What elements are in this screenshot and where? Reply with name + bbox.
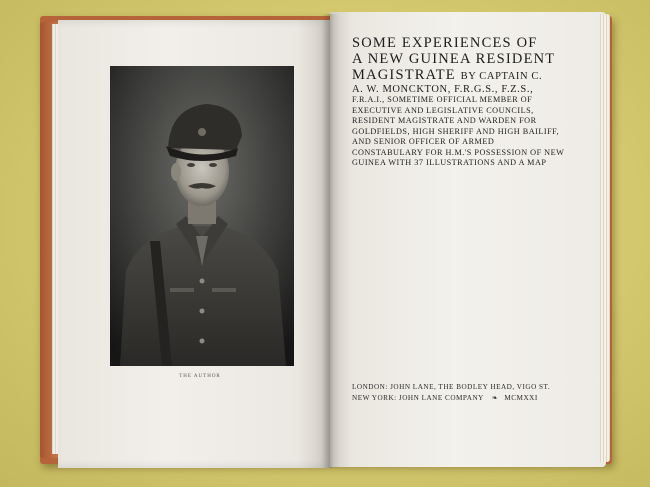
author-description: F.R.A.I., SOMETIME OFFICIAL MEMBER OF EXECUTIVE AND LEGISLATIVE COUNCILS, RESIDENT MAGISTRATE AND WARDEN FOR GOLDFIELDS, HIGH SHERIFF AND HIGH BAILIFF, AND SENIOR OFFICER OF ARMED CONSTABULARY FOR H.M.'S POSSESSION OF NEW GUINEA WITH 37 ILLUSTRATIONS AND A MAP [352,95,565,168]
by-author-intro: BY CAPTAIN C. [460,70,543,82]
portrait-caption: THE AUTHOR [179,374,221,379]
book-gutter-shadow [322,14,340,468]
portrait-image [110,66,294,366]
author-portrait-photo [110,66,294,366]
title-line-3: MAGISTRATE [352,66,456,83]
publisher-imprint [352,382,572,404]
imprint-newyork: NEW YORK: JOHN LANE COMPANY [352,393,484,402]
page-stack-right [600,14,610,462]
book-title [352,36,567,84]
imprint-year: MCMXXI [504,393,538,402]
author-name: A. W. MONCKTON, F.R.G.S., F.Z.S., [352,83,534,95]
printers-mark-icon: ❧ [491,393,499,402]
imprint-newyork-row [352,393,572,404]
title-line-1: SOME EXPERIENCES OF [352,35,538,51]
title-line-2: A NEW GUINEA RESIDENT [352,50,556,67]
imprint-london: LONDON: JOHN LANE, THE BODLEY HEAD, VIGO ST. [352,383,551,391]
title-block [352,36,567,169]
